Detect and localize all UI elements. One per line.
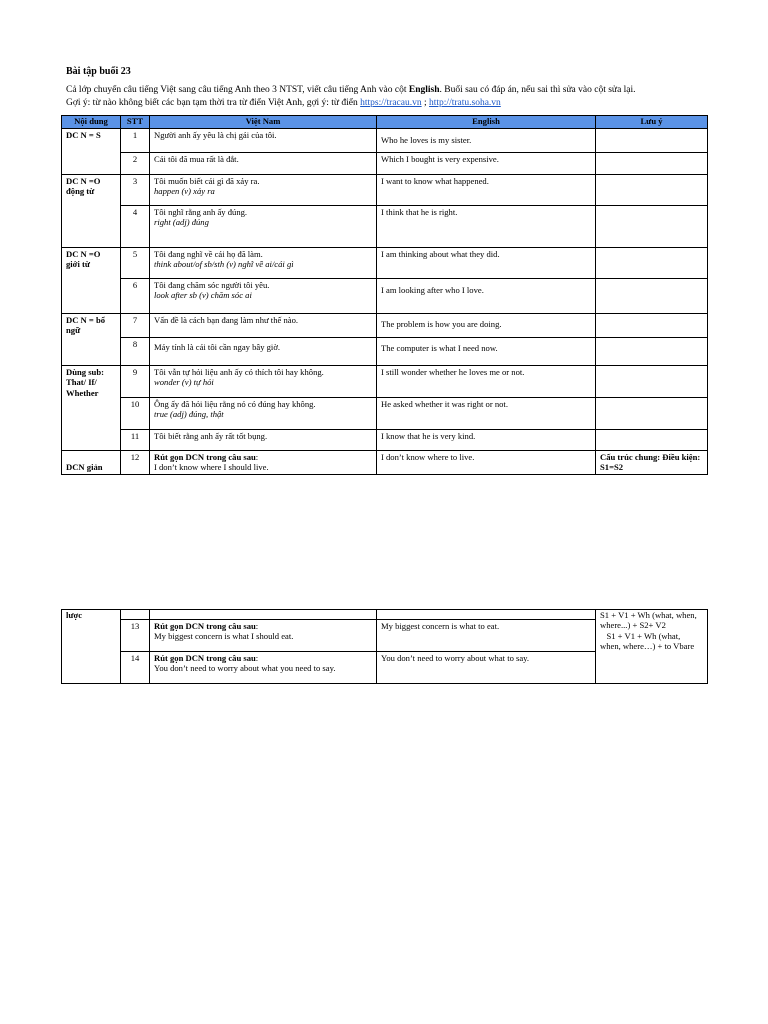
row-stt: 8 xyxy=(121,338,150,366)
row-instruction: Rút gọn DCN trong câu sau xyxy=(154,653,256,663)
row-stt: 7 xyxy=(121,314,150,338)
link-separator: ; xyxy=(421,97,430,108)
row-note-cell[interactable] xyxy=(596,248,708,279)
link-tratu-soha[interactable]: http://tratu.soha.vn xyxy=(429,97,501,108)
row-vn-text: Tôi đang chăm sóc người tôi yêu. xyxy=(154,280,270,290)
row-vietnamese xyxy=(150,610,377,620)
row-vietnamese xyxy=(150,248,377,279)
header-viet-nam: Việt Nam xyxy=(150,116,377,129)
row-vietnamese: Người anh ấy yêu là chị gái của tôi. xyxy=(150,129,377,153)
row-stt: 5 xyxy=(121,248,150,279)
row-vocab-note: look after sb (v) chăm sóc ai xyxy=(154,290,252,301)
row-english[interactable]: My biggest concern is what to eat. xyxy=(377,620,596,652)
table-row xyxy=(62,398,708,430)
row-vietnamese: Tôi biết rằng anh ấy rất tốt bụng. xyxy=(150,430,377,451)
row-english[interactable]: I still wonder whether he loves me or not. xyxy=(377,366,596,398)
row-english[interactable]: You don’t need to worry about what to say. xyxy=(377,652,596,684)
table-row xyxy=(62,451,708,475)
row-stt: 10 xyxy=(121,398,150,430)
page-title: Bài tập buổi 23 xyxy=(66,66,131,77)
row-vietnamese xyxy=(150,206,377,248)
row-english[interactable]: Who he loves is my sister. xyxy=(377,129,596,153)
row-note-cell[interactable] xyxy=(596,153,708,175)
group-label: Dùng sub: That/ If/ Whether xyxy=(62,366,121,451)
row-stt: 4 xyxy=(121,206,150,248)
table-row xyxy=(62,279,708,314)
row-vn-text: Tôi muốn biết cái gì đã xảy ra. xyxy=(154,176,260,186)
header-luu-y: Lưu ý xyxy=(596,116,708,129)
row-note-cell[interactable] xyxy=(596,279,708,314)
row-note-cell[interactable] xyxy=(596,430,708,451)
row-english[interactable]: I want to know what happened. xyxy=(377,175,596,206)
row-note-cell[interactable] xyxy=(596,314,708,338)
table-row xyxy=(62,129,708,153)
row-vietnamese: Vấn đề là cách bạn đang làm như thế nào. xyxy=(150,314,377,338)
row-note-cell[interactable] xyxy=(596,206,708,248)
row-english[interactable]: The computer is what I need now. xyxy=(377,338,596,366)
intro-english-keyword: English xyxy=(408,85,440,95)
row-vietnamese: Rút gọn DCN trong câu sau: I don’t know where I should live. xyxy=(150,451,377,475)
row-stt: 9 xyxy=(121,366,150,398)
row-note-cell[interactable] xyxy=(596,175,708,206)
row-note-cell[interactable] xyxy=(596,129,708,153)
row-vocab-note: true (adj) đúng, thật xyxy=(154,409,224,420)
row-english[interactable]: Which I bought is very expensive. xyxy=(377,153,596,175)
intro-text xyxy=(66,84,726,109)
row-vn-text: Tôi đang nghĩ về cái họ đã làm. xyxy=(154,249,263,259)
row-vn-text: My biggest concern is what I should eat. xyxy=(154,631,294,642)
row-vn-text: You don’t need to worry about what you need to say. xyxy=(154,663,336,674)
table-row xyxy=(62,610,708,620)
row-vocab-note: think about/of sb/sth (v) nghĩ về ai/cái gì xyxy=(154,259,294,270)
table-row xyxy=(62,338,708,366)
exercise-table xyxy=(61,115,708,475)
row-stt: 11 xyxy=(121,430,150,451)
row-stt: 3 xyxy=(121,175,150,206)
group-label-continued: lược xyxy=(62,610,121,684)
row-stt: 12 xyxy=(121,451,150,475)
table-row xyxy=(62,206,708,248)
row-note-cell[interactable] xyxy=(596,398,708,430)
row-note-cell[interactable] xyxy=(596,338,708,366)
row-vn-text: Tôi nghĩ rằng anh ấy đúng. xyxy=(154,207,248,217)
header-noi-dung: Nội dung xyxy=(62,116,121,129)
row-vn-text: Ông ấy đã hỏi liệu rằng nó có đúng hay không. xyxy=(154,399,316,409)
table-row xyxy=(62,175,708,206)
row-instruction: Rút gọn DCN trong câu sau xyxy=(154,452,256,462)
row-english[interactable]: He asked whether it was right or not. xyxy=(377,398,596,430)
group-label: DCN giản xyxy=(62,451,121,475)
row-note-cell: Cấu trúc chung: Điều kiện: S1=S2 xyxy=(596,451,708,475)
row-english[interactable]: I think that he is right. xyxy=(377,206,596,248)
row-vietnamese xyxy=(150,279,377,314)
table-row xyxy=(62,153,708,175)
row-english[interactable]: I am looking after who I love. xyxy=(377,279,596,314)
row-note-cell xyxy=(596,610,708,684)
row-vietnamese xyxy=(150,398,377,430)
row-stt: 13 xyxy=(121,620,150,652)
intro-line-2: Gợi ý: từ nào không biết các bạn tạm thời tra từ điển Việt Anh, gợi ý: từ điển xyxy=(66,97,361,108)
group-label: DC N = S xyxy=(62,129,121,175)
header-english: English xyxy=(377,116,596,129)
table-row xyxy=(62,430,708,451)
row-vocab-note: happen (v) xảy ra xyxy=(154,186,215,197)
structure-line-1: S1 + V1 + Wh (what, when, where...) + S2+ V2 xyxy=(600,610,697,631)
row-vietnamese xyxy=(150,175,377,206)
row-english[interactable] xyxy=(377,610,596,620)
header-stt: STT xyxy=(121,116,150,129)
row-stt: 1 xyxy=(121,129,150,153)
row-stt: 14 xyxy=(121,652,150,684)
row-english[interactable]: I am thinking about what they did. xyxy=(377,248,596,279)
table-row xyxy=(62,314,708,338)
group-label: DC N = bổ ngữ xyxy=(62,314,121,366)
structure-line-2: S1 + V1 + Wh (what, when, where…) + to Vbare xyxy=(600,630,695,652)
row-stt: 2 xyxy=(121,153,150,175)
row-english[interactable]: I know that he is very kind. xyxy=(377,430,596,451)
row-vietnamese: Máy tính là cái tôi cần ngay bây giờ. xyxy=(150,338,377,366)
group-label: DC N =O giới từ xyxy=(62,248,121,314)
link-tracau[interactable]: https://tracau.vn xyxy=(360,97,422,108)
group-label: DC N =O động từ xyxy=(62,175,121,248)
intro-line-1-a: Cả lớp chuyển câu tiếng Việt sang câu tiếng Anh theo 3 NTST, viết câu tiếng Anh vào cột xyxy=(66,85,409,95)
row-vn-text: I don’t know where I should live. xyxy=(154,462,269,473)
table-row xyxy=(62,248,708,279)
row-vocab-note: right (adj) đúng xyxy=(154,217,209,228)
row-vietnamese: Cái tôi đã mua rất là đắt. xyxy=(150,153,377,175)
row-vietnamese: Rút gọn DCN trong câu sau: You don’t need to worry about what you need to say. xyxy=(150,652,377,684)
table-header-row xyxy=(62,116,708,129)
row-english[interactable]: The problem is how you are doing. xyxy=(377,314,596,338)
table-row xyxy=(62,366,708,398)
row-vocab-note: wonder (v) tự hỏi xyxy=(154,377,214,388)
row-english[interactable]: I don’t know where to live. xyxy=(377,451,596,475)
row-instruction: Rút gọn DCN trong câu sau xyxy=(154,621,256,631)
exercise-table-continued xyxy=(61,609,708,684)
intro-line-1-c: . Buổi sau có đáp án, nếu sai thì sửa vào cột sửa lại. xyxy=(439,85,636,95)
row-note-cell[interactable] xyxy=(596,366,708,398)
row-vietnamese xyxy=(150,366,377,398)
row-vietnamese: Rút gọn DCN trong câu sau: My biggest concern is what I should eat. xyxy=(150,620,377,652)
row-stt: 6 xyxy=(121,279,150,314)
row-vn-text: Tôi vẫn tự hỏi liệu anh ấy có thích tôi hay không. xyxy=(154,367,324,377)
row-stt xyxy=(121,610,150,620)
